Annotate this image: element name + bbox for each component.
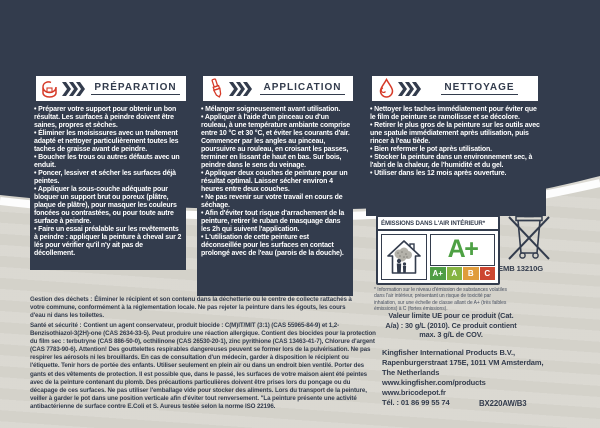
instruction-item: • Poncer, lessiver et sécher les surfaces déjà peintes.	[34, 170, 183, 186]
voc-limit-text: Valeur limite UE pour ce produit (Cat. A/a) : 30 g/L (2010). Ce produit contient max. 3 g/L de COV.	[385, 311, 517, 339]
air-emissions-title: ÉMISSIONS DANS L'AIR INTÉRIEUR*	[378, 217, 498, 231]
emission-rating	[430, 234, 495, 280]
house-pictogram	[381, 234, 427, 280]
instruction-item: • Ne pas revenir sur votre travail en cours de séchage.	[201, 194, 350, 210]
nettoyage-instructions	[370, 106, 543, 178]
address-line: Tél. : 01 86 99 55 74	[382, 397, 450, 407]
air-emissions-body	[378, 231, 498, 283]
water-drop-icon	[375, 78, 396, 99]
air-emissions-label	[376, 215, 500, 285]
waste-management-lead: Gestion des déchets :	[30, 296, 93, 303]
address-line: www.kingfisher.com/products	[382, 377, 486, 387]
chevrons-icon	[398, 82, 422, 96]
emb-code: EMB 13210G	[498, 264, 544, 273]
product-code: BX220AW/B3	[479, 399, 527, 408]
waste-management-paragraph	[30, 296, 362, 320]
health-safety-paragraph	[30, 322, 377, 411]
emission-rating-value: A+	[430, 234, 495, 266]
instruction-item: • Utiliser dans les 12 mois après ouverture.	[370, 170, 543, 178]
chevrons-icon	[229, 82, 253, 96]
address-line: The Netherlands	[382, 367, 440, 377]
instruction-item: • Bien refermer le pot après utilisation.	[370, 146, 543, 154]
instruction-item: • Préparer votre support pour obtenir un bon résultat. Les surfaces à peindre doivent être saines, propres et sèches.	[34, 106, 183, 130]
emission-scale-cell: A+	[430, 267, 446, 280]
instruction-item: • Appliquer à l'aide d'un pinceau ou d'un rouleau, à une température ambiante comprise entre 10 °C et 30 °C, et éviter les courants d'air. Commencer par les angles au pinceau, poursuivre au rouleau, en croisant les passes, terminer en lissant de haut en bas. Sur bois, peindre dans le sens du veinage.	[201, 114, 350, 170]
instruction-item: • Afin d'éviter tout risque d'arrachement de la peinture, retirer le ruban de masquage dans les 2h qui suivent l'application.	[201, 210, 350, 234]
application-title: APPLICATION	[260, 82, 344, 96]
preparation-title: PRÉPARATION	[91, 82, 179, 96]
crossed-out-bin-icon	[504, 209, 554, 261]
emission-scale-cell: C	[480, 267, 496, 280]
instruction-item: • Faire un essai préalable sur les revêtements à peindre : appliquer la peinture à cheval sur 2 lés pour vérifier qu'il n'y ait pas de décollement.	[34, 226, 183, 258]
instruction-item: • Mélanger soigneusement avant utilisation.	[201, 106, 350, 114]
crossed-bin-pictogram	[504, 209, 554, 266]
health-safety-text: Contient un agent conservateur, produit biocide : C(M)IT/MIT (3:1) (CAS 55965-84-9) et 1,2-Benzisothiazol-3(2H)-one (CAS 2634-33-5). Peut produire une réaction allergique. Contient des biocides pour la protection du film sec : terbutryne (CAS 886-50-0), octhilinone (CAS 26530-20-1), zinc pyrithione (CAS 13463-41-7), Chlorure d'argent (CAS 7783-90-6). Attention! Des gouttelettes respirables dangereuses peuvent se former lors de la pulvérisation. Ne pas respirer les aérosols ni les brouillards. En cas de consultation d'un médecin, garder à disposition le récipient ou l'étiquette. Tenir hors de portée des enfants. Utiliser seulement en plein air ou dans un endroit bien ventilé. Porter des gants et des vêtements de protection. Il est possible que, dans le passé, les surfaces de votre maison aient été peintes avec de la peinture contenant du plomb. Des précautions particulières doivent être prises lors du ponçage ou du décapage de ces surfaces. Ne pas utiliser l'emballage vide pour stocker des aliments. Lors du transport de la peinture, veiller à garder le pot dans une position verticale afin d'éviter tout renversement. "La peinture présente une activité antibactérienne de surface contre E.Coli et S. Aureus testée selon la norme ISO 22196.	[30, 322, 376, 410]
house-emissions-icon	[384, 237, 424, 277]
emission-scale-cell: B	[463, 267, 479, 280]
nettoyage-title: NETTOYAGE	[441, 82, 517, 96]
application-instructions	[201, 106, 350, 258]
section-nettoyage	[366, 70, 546, 216]
instruction-item: • Éliminer les moisissures avec un traitement adapté et nettoyer particulièrement toutes les taches de graisse avant de peindre.	[34, 130, 183, 154]
instruction-item: • Stocker la peinture dans un environnement sec, à l'abri de la chaleur, de l'humidité et du gel.	[370, 154, 543, 170]
emission-scale-cell: A	[447, 267, 463, 280]
preparation-instructions	[34, 106, 183, 258]
nettoyage-header	[372, 76, 538, 101]
address-line: www.bricodepot.fr	[382, 387, 446, 397]
instruction-item: • Nettoyer les taches immédiatement pour éviter que le film de peinture se ramollisse et se décolore.	[370, 106, 543, 122]
application-header	[203, 76, 353, 101]
health-safety-lead: Santé et sécurité :	[30, 322, 82, 329]
instruction-item: • Retirer le plus gros de la peinture sur les outils avec une spatule immédiatement après utilisation, puis rincer à l'eau tiède.	[370, 122, 543, 146]
emission-scale	[430, 267, 495, 280]
section-preparation	[30, 70, 186, 270]
section-application	[197, 70, 353, 296]
address-line: Kingfisher International Products B.V.,	[382, 348, 515, 357]
instruction-item: • Appliquer deux couches de peinture pour un résultat optimal. Laisser sécher environ 4 heures entre deux couches.	[201, 170, 350, 194]
preparation-header	[36, 76, 186, 101]
instruction-item: • Appliquer la sous-couche adéquate pour bloquer un support brut ou poreux (plâtre, plaque de plâtre), pour masquer les couleurs foncées ou contrastées, ou pour toute autre surface à peindre.	[34, 186, 183, 226]
paint-pot-icon	[39, 78, 60, 99]
paint-brush-icon	[206, 78, 227, 99]
address-line: Rapenburgerstraat 175E, 1011 VM Amsterdam,	[382, 357, 544, 367]
instruction-item: • L'utilisation de cette peinture est déconseillée pour les surfaces en contact prolongé avec de l'eau (parois de la douche).	[201, 234, 350, 258]
chevrons-icon	[62, 82, 86, 96]
instruction-item: • Boucher les trous ou autres défauts avec un enduit.	[34, 154, 183, 170]
waste-management-text: Éliminer le récipient et son contenu dans la déchetterie ou le centre de collecte rattachés à votre commune, conformément à la réglementation locale. Ne pas rejeter la peinture dans les égouts, les cours d'eau ni dans les toilettes.	[30, 296, 352, 320]
emissions-footnote: * Information sur le niveau d'émission de substances volatiles dans l'air intérieur, présentant un risque de toxicité par inhalation, sur une échelle de classe allant de A+ (très faibles émissions) à C (fortes émissions).	[374, 287, 507, 312]
